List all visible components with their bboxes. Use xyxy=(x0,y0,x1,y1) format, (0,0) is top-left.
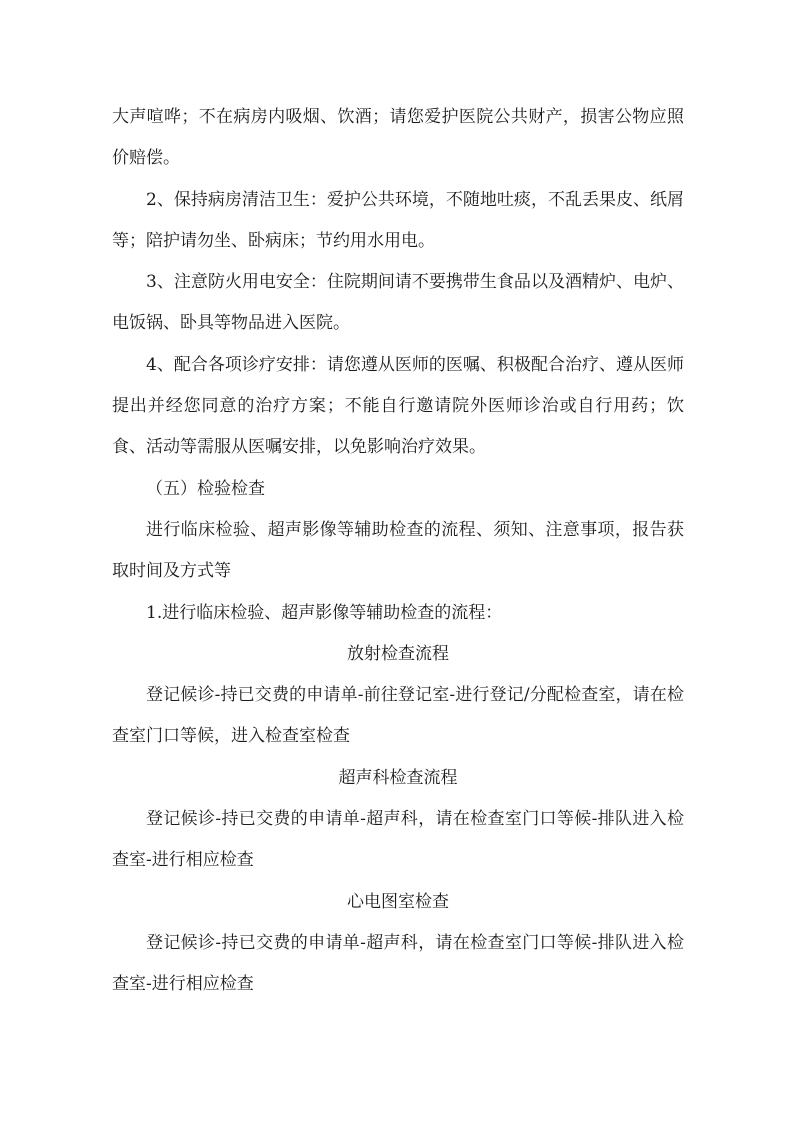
process-intro-paragraph: 1.进行临床检验、超声影像等辅助检查的流程： xyxy=(146,602,503,623)
rule-item-cleanliness: 2、保持病房清洁卫生：爱护公共环境，不随地吐痰，不乱丢果皮、纸屑等；陪护请勿坐、卧病床；节约用水用电。 xyxy=(112,189,684,251)
rule-item-fire-safety: 3、注意防火用电安全：住院期间请不要携带生食品以及酒精炉、电炉、电饭锅、卧具等物品进入医院。 xyxy=(112,272,684,334)
rules-paragraph-continued: 大声喧哗；不在病房内吸烟、饮酒；请您爱护医院公共财产，损害公物应照价赔偿。 xyxy=(112,107,684,169)
radiology-process-heading: 放射检查流程 xyxy=(347,643,449,664)
ultrasound-process-heading: 超声科检查流程 xyxy=(338,767,458,788)
rule-item-treatment: 4、配合各项诊疗安排：请您遵从医师的医嘱、积极配合治疗、遵从医师提出并经您同意的治疗方案；不能自行邀请院外医师诊治或自行用药；饮食、活动等需服从医嘱安排，以免影响治疗效果。 xyxy=(112,354,684,458)
section-intro-paragraph: 进行临床检验、超声影像等辅助检查的流程、须知、注意事项，报告获取时间及方式等 xyxy=(112,519,684,582)
ecg-process-steps: 登记候诊-持已交费的申请单-超声科，请在检查室门口等候-排队进入检查室-进行相应检查 xyxy=(112,932,684,995)
section-heading: （五）检验检查 xyxy=(146,478,265,499)
radiology-process-steps: 登记候诊-持已交费的申请单-前往登记室-进行登记/分配检查室，请在检查室门口等候，进入检查室检查 xyxy=(112,685,684,747)
ultrasound-process-steps: 登记候诊-持已交费的申请单-超声科，请在检查室门口等候-排队进入检查室-进行相应检查 xyxy=(112,809,684,871)
ecg-process-heading: 心电图室检查 xyxy=(347,891,449,912)
document-body xyxy=(112,97,684,1006)
